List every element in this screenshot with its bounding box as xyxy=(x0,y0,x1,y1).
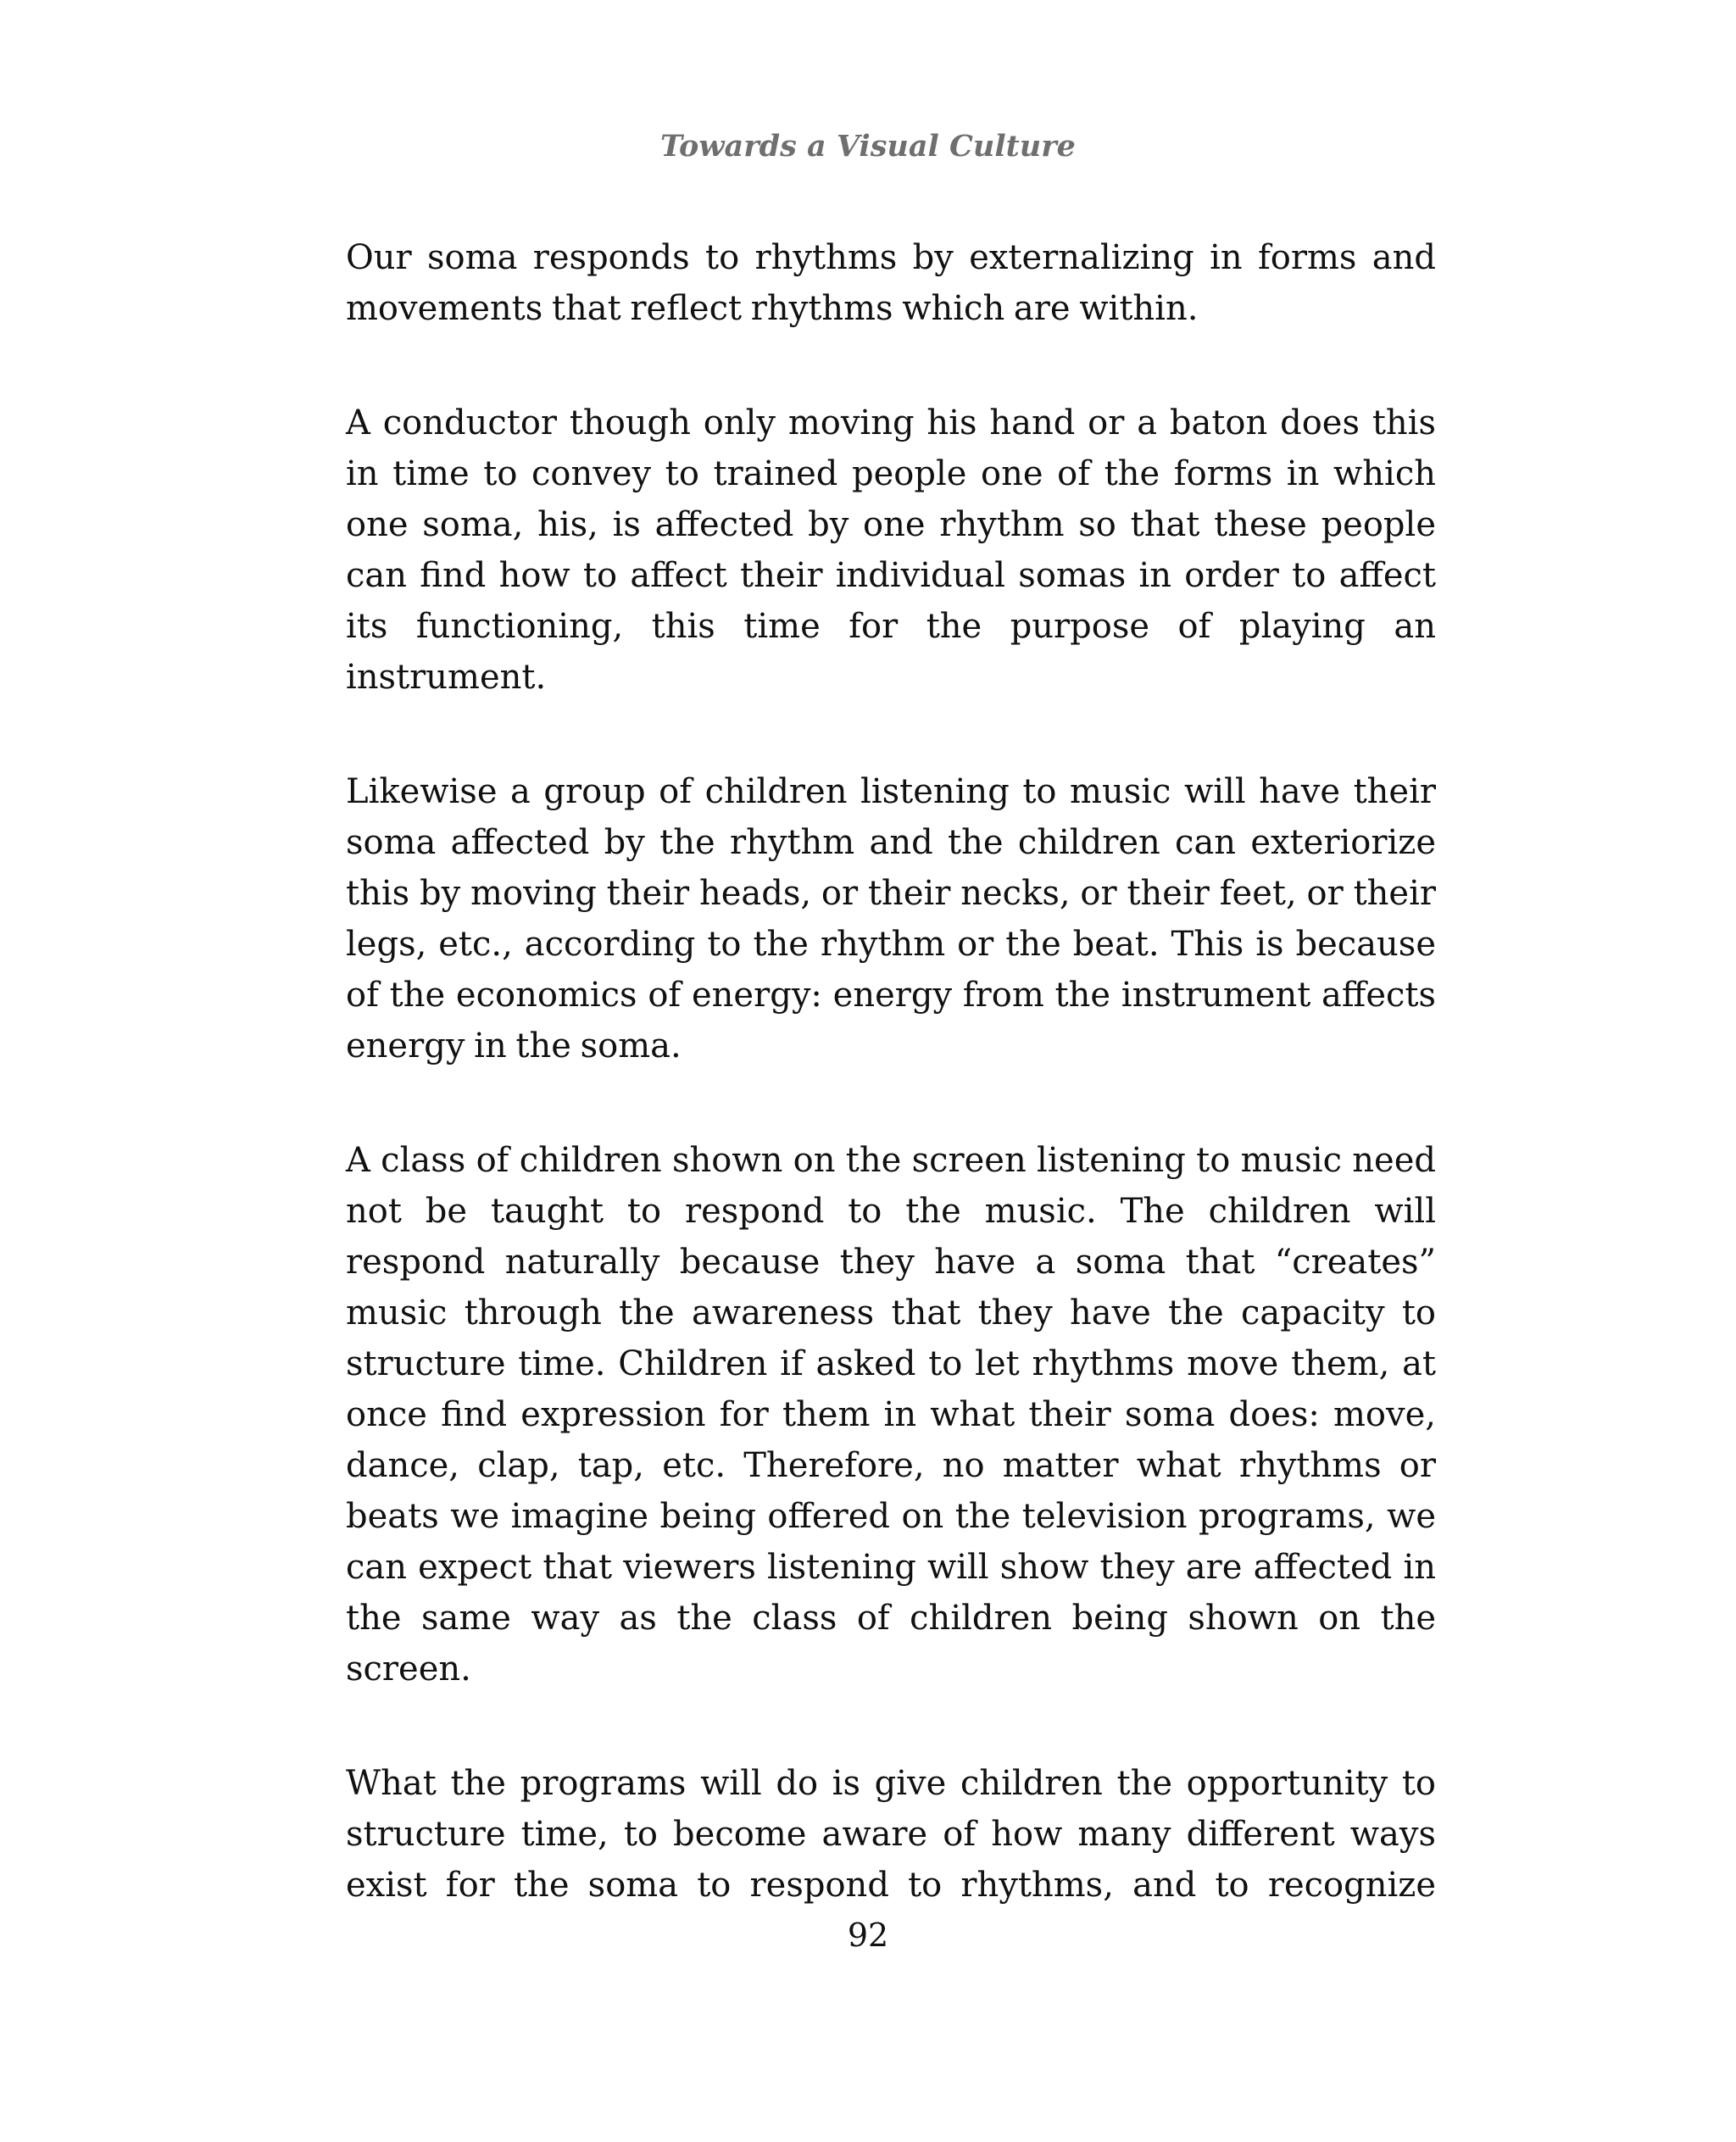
paragraph-5: What the programs will do is give children the opportunity to structure time, to become aware of how many different ways exist for the soma to respond to rhythms, and to recognize xyxy=(346,1764,1436,1905)
body-text xyxy=(346,232,1436,1974)
paragraph-4: A class of children shown on the screen listening to music need not be taught to respond to the music. The children will respond naturally because they have a soma that “creates” music through the awareness that they have the capacity to structure time. Children if asked to let rhythms move them, at once find expression for them in what their soma does: move, dance, clap, tap, etc. Therefore, no matter what rhythms or beats we imagine being offered on the television programs, we can expect that viewers listening will show they are affected in the same way as the class of children being shown on the screen. xyxy=(346,1141,1436,1689)
page-number: 92 xyxy=(847,1917,889,1954)
running-head: Towards a Visual Culture xyxy=(660,129,1076,164)
paragraph-2: A conductor though only moving his hand or a baton does this in time to convey to trained people one of the forms in which one soma, his, is affected by one rhythm so that these people can find how to affect their individual somas in order to affect its functioning, this time for the purpose of playing an instrument. xyxy=(346,403,1436,697)
paragraph-3: Likewise a group of children listening to music will have their soma affected by the rhythm and the children can exteriorize this by moving their heads, or their necks, or their feet, or their legs, etc., according to the rhythm or the beat. This is because of the economics of energy: energy from the instrument affects energy in the soma. xyxy=(346,772,1436,1065)
paragraph-1: Our soma responds to rhythms by externalizing in forms and movements that reflect rhythms which are within. xyxy=(346,238,1436,328)
